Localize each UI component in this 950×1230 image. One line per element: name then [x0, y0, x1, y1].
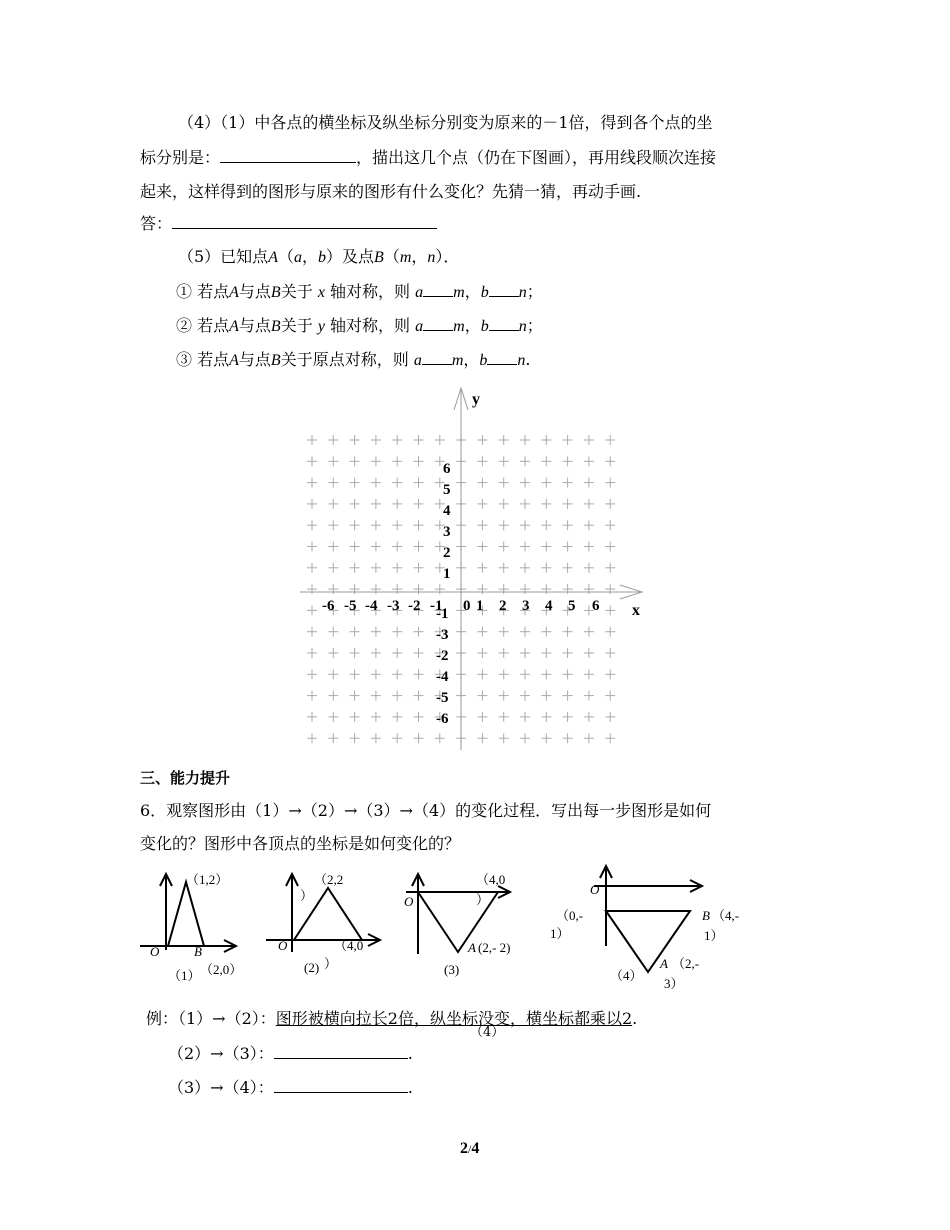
point-a: A — [268, 249, 278, 266]
f4-left-label-2: 1） — [550, 926, 570, 941]
q4-answer-blank[interactable] — [172, 212, 437, 229]
y-tick-neg1: -1 — [436, 606, 449, 622]
point-a: A — [229, 352, 239, 369]
step-3-4-blank[interactable] — [274, 1076, 408, 1093]
q4-blank-coordinates[interactable] — [220, 146, 356, 163]
f1-b-coord: （2,0） — [200, 962, 243, 977]
y-axis-label: y — [472, 391, 480, 408]
y-tick-6: 6 — [443, 461, 451, 477]
with: 与点 — [238, 282, 271, 301]
q4-line2 — [140, 146, 716, 170]
f3-top-label-close: ） — [476, 892, 490, 907]
y-tick-neg6: -6 — [436, 711, 449, 727]
x-tick-neg5: -5 — [344, 598, 357, 614]
figure-3 — [404, 872, 511, 977]
paren: ） — [435, 247, 444, 266]
var-n: n — [518, 284, 527, 301]
var-n: n — [427, 249, 436, 266]
with: 与点 — [238, 350, 271, 369]
var-a: a — [293, 249, 302, 266]
answer-label: 答： — [140, 214, 173, 233]
q4-answer — [140, 212, 437, 236]
x-tick-1: 1 — [476, 598, 484, 614]
x-tick-2: 2 — [499, 598, 507, 614]
paren: ） — [326, 247, 343, 266]
q4-line2-pre: 标分别是： — [140, 148, 221, 167]
x-tick-neg1: -1 — [430, 598, 443, 614]
f3-top-label: （4,0 — [476, 872, 506, 887]
var-n: n — [517, 352, 526, 369]
q4-line2-post: ，描出这几个点（仍在下图画），再用线段顺次连接 — [356, 148, 717, 167]
figure-2 — [266, 872, 380, 975]
y-tick-5: 5 — [443, 482, 451, 498]
example-stray-4: （4） — [470, 1025, 505, 1040]
period: . — [525, 350, 531, 369]
f2-top-label: （2,2 — [314, 872, 344, 887]
if: 若点 — [197, 350, 230, 369]
point-b: B — [270, 284, 281, 301]
var-m: m — [451, 352, 464, 369]
f4-b-coord: （4,- — [712, 908, 740, 923]
var-m: m — [399, 249, 412, 266]
point-b: B — [374, 249, 384, 266]
step-2-3 — [168, 1042, 413, 1066]
semicolon: ； — [526, 282, 543, 301]
var-m: m — [453, 284, 465, 301]
figure-4 — [550, 866, 739, 991]
f2-top-label-close: ） — [300, 888, 314, 903]
y-tick-neg4: -4 — [436, 669, 449, 685]
f1-b-label: B — [194, 944, 202, 959]
f3-a-label: A — [468, 940, 476, 955]
x-tick-5: 5 — [568, 598, 576, 614]
figure-1 — [140, 872, 242, 983]
var-b: b — [479, 352, 488, 369]
f4-left-label: （0,- — [556, 908, 584, 923]
example-label: 例：（1）→（2）： — [146, 1009, 276, 1028]
f4-origin-label: O — [590, 882, 600, 897]
if: 若点 — [197, 316, 230, 335]
y-tick-4: 4 — [443, 503, 451, 519]
period: ． — [443, 247, 460, 266]
blank-am-1[interactable] — [423, 280, 453, 297]
q5-item-3 — [176, 348, 531, 373]
f3-origin-label: O — [404, 894, 414, 909]
var-a: a — [415, 318, 424, 335]
var-b: b — [480, 318, 489, 335]
page-total: 4 — [471, 1140, 480, 1157]
var-a: a — [413, 352, 422, 369]
comma: ， — [463, 350, 480, 369]
q4-line3: 起来，这样得到的图形与原来的图形有什么变化？先猜一猜，再动手画. — [140, 182, 642, 201]
about: 关于 — [280, 316, 313, 335]
item-num: ① — [176, 282, 193, 301]
item-num: ② — [176, 316, 193, 335]
period: . — [407, 1078, 413, 1097]
transformation-figures — [130, 860, 740, 1000]
about: 关于 — [280, 282, 313, 301]
q5-item-1 — [176, 280, 543, 305]
f4-a-coord: （2,- — [672, 956, 700, 971]
item-text: 轴对称，则 — [330, 282, 411, 301]
f1-top-label: （1,2） — [186, 872, 229, 887]
page-current: 2 — [460, 1140, 468, 1157]
period: . — [632, 1009, 638, 1028]
var-n: n — [518, 318, 527, 335]
item-text: 原点对称，则 — [312, 350, 409, 369]
axis-name: y — [317, 318, 325, 335]
point-a: A — [229, 318, 239, 335]
x-tick-neg3: -3 — [387, 598, 400, 614]
var-b: b — [318, 249, 326, 266]
var-a: a — [415, 284, 424, 301]
x-tick-6: 6 — [592, 598, 600, 614]
f2-right-label-close: ） — [324, 956, 338, 971]
about: 关于 — [280, 350, 313, 369]
f1-origin-label: O — [150, 944, 160, 959]
var-b: b — [480, 284, 489, 301]
semicolon: ； — [526, 316, 543, 335]
f1-triangle — [168, 882, 204, 946]
comma: ， — [464, 282, 481, 301]
point-b: B — [270, 318, 281, 335]
point-b: B — [270, 352, 281, 369]
q5-intro-mid: 及点 — [342, 247, 375, 266]
blank-bn-2[interactable] — [489, 314, 519, 331]
page-number — [460, 1137, 479, 1161]
q5-intro — [178, 245, 459, 270]
item-text: 轴对称，则 — [330, 316, 411, 335]
step-3-4 — [168, 1076, 413, 1100]
example-answer: 图形被横向拉长2倍，纵坐标没变，横坐标都乘以2 — [275, 1009, 633, 1028]
f3-caption: (3) — [444, 962, 460, 977]
f4-b-coord-2: 1） — [704, 928, 724, 943]
axis-name: x — [317, 284, 325, 301]
blank-am-2[interactable] — [423, 314, 453, 331]
paren: （ — [277, 247, 294, 266]
f2-origin-label: O — [278, 938, 288, 953]
paren: （ — [383, 247, 400, 266]
x-tick-4: 4 — [545, 598, 553, 614]
var-m: m — [453, 318, 465, 335]
f1-caption: （1） — [168, 968, 201, 983]
q5-item-2 — [176, 314, 543, 339]
y-tick-2: 2 — [443, 545, 451, 561]
x-tick-origin: 0 — [463, 598, 471, 614]
section-title: 三、能力提升 — [140, 769, 231, 787]
f4-a-coord-2: 3） — [664, 976, 684, 991]
f4-a-label: A — [660, 956, 668, 971]
blank-bn-3[interactable] — [487, 348, 517, 365]
step-2-3-blank[interactable] — [274, 1042, 408, 1059]
q6-line2: 变化的？图形中各顶点的坐标是如何变化的？ — [140, 834, 461, 853]
blank-bn-1[interactable] — [489, 280, 519, 297]
f2-caption: (2) — [304, 960, 320, 975]
point-a: A — [229, 284, 239, 301]
example-line — [146, 1007, 637, 1031]
x-tick-neg4: -4 — [365, 598, 378, 614]
y-tick-neg2: -2 — [436, 648, 449, 664]
y-tick-neg3: -3 — [436, 627, 449, 643]
comma: ， — [464, 316, 481, 335]
f4-caption: （4） — [610, 968, 643, 983]
comma: ， — [301, 247, 318, 266]
blank-am-3[interactable] — [422, 348, 452, 365]
f3-a-coord: (2,- 2) — [478, 940, 511, 955]
item-num: ③ — [176, 350, 193, 369]
x-tick-neg6: -6 — [322, 598, 335, 614]
q6-line1: 6．观察图形由（1）→（2）→（3）→（4）的变化过程．写出每一步图形是如何 — [140, 801, 712, 820]
comma: ， — [411, 247, 428, 266]
f2-right-label: （4,0 — [334, 938, 364, 953]
y-tick-1: 1 — [443, 566, 451, 582]
page-sep: / — [468, 1142, 472, 1156]
coordinate-grid[interactable] — [290, 382, 660, 754]
x-tick-3: 3 — [522, 598, 530, 614]
if: 若点 — [197, 282, 230, 301]
q4-line1: （4）（1）中各点的横坐标及纵坐标分别变为原来的－1倍，得到各个点的坐 — [178, 113, 713, 132]
x-axis-label: x — [632, 602, 640, 619]
step-2-3-label: （2）→（3）： — [168, 1044, 274, 1063]
y-tick-neg5: -5 — [436, 690, 449, 706]
y-tick-3: 3 — [443, 524, 451, 540]
step-3-4-label: （3）→（4）： — [168, 1078, 274, 1097]
period: . — [407, 1044, 413, 1063]
f4-b-label: B — [702, 908, 710, 923]
x-tick-neg2: -2 — [408, 598, 421, 614]
with: 与点 — [238, 316, 271, 335]
q5-intro-pre: （5）已知点 — [178, 247, 269, 266]
